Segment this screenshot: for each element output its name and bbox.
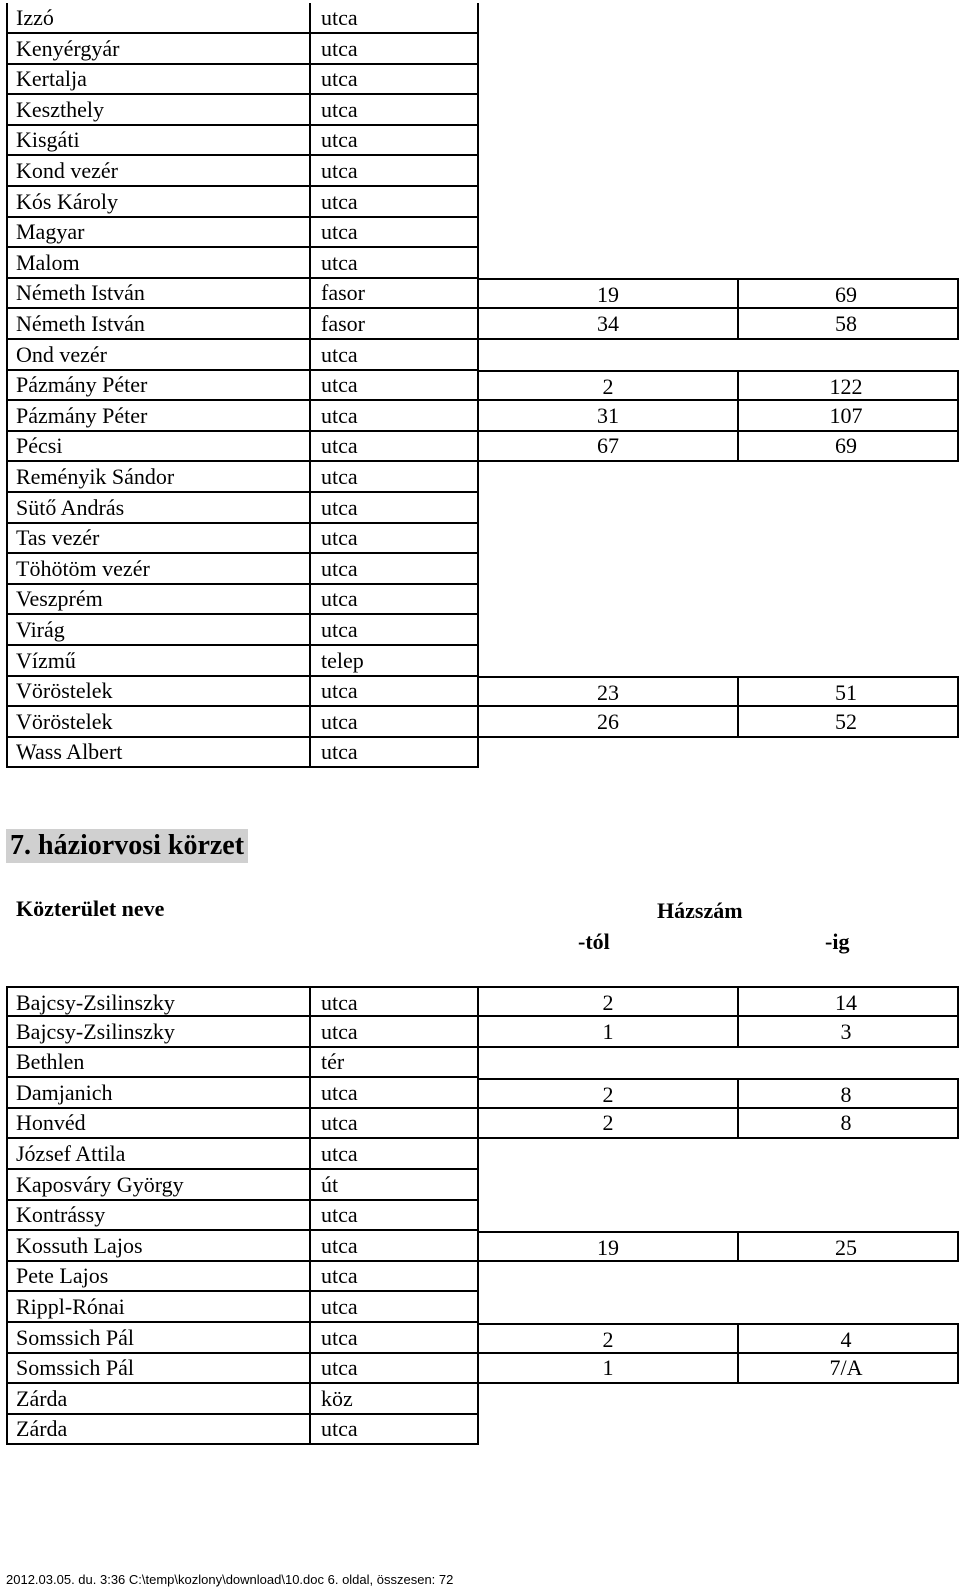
street-name-cell: József Attila — [6, 1139, 309, 1170]
street-name-cell: Honvéd — [6, 1108, 309, 1139]
street-name-cell: Keszthely — [6, 95, 309, 126]
street-type-cell: utca — [309, 95, 479, 126]
street-type-cell: fasor — [309, 278, 479, 309]
street-type-cell: utca — [309, 1353, 479, 1384]
street-type-cell: utca — [309, 125, 479, 156]
street-type-cell: út — [309, 1170, 479, 1201]
street-type-cell: utca — [309, 217, 479, 248]
street-name-cell: Töhötöm vezér — [6, 554, 309, 585]
street-type-cell: telep — [309, 646, 479, 677]
house-number-to-text: 25 — [835, 1234, 857, 1260]
house-number-to-cell — [737, 1078, 959, 1109]
street-type-cell: utca — [309, 34, 479, 65]
street-type-cell: utca — [309, 737, 479, 768]
house-number-to-text: 14 — [835, 990, 857, 1015]
house-number-to-cell — [737, 1323, 959, 1354]
street-type-cell: utca — [309, 156, 479, 187]
street-type-cell: utca — [309, 370, 479, 401]
street-type-cell: utca — [309, 1139, 479, 1170]
house-number-to-text: 58 — [835, 311, 857, 336]
street-name-cell: Németh István — [6, 278, 309, 309]
street-name-cell: Bajcsy-Zsilinszky — [6, 1017, 309, 1048]
street-name-cell: Izzó — [6, 3, 309, 34]
house-number-to-text: 7/A — [829, 1355, 863, 1381]
street-name-cell: Kaposváry György — [6, 1170, 309, 1201]
section-heading: 7. háziorvosi körzet — [6, 829, 248, 863]
house-number-from-cell: 19 — [479, 278, 737, 309]
street-name-cell: Malom — [6, 248, 309, 279]
house-number-to-cell — [737, 986, 959, 1017]
street-type-cell: utca — [309, 1078, 479, 1109]
column-header-house-number: Házszám — [657, 898, 743, 923]
house-number-to-text: 69 — [835, 433, 857, 459]
house-number-from-cell: 1 — [479, 1017, 737, 1048]
house-number-to-text: 122 — [829, 374, 863, 400]
column-header-to: -ig — [825, 929, 850, 954]
street-name-cell: Bajcsy-Zsilinszky — [6, 986, 309, 1017]
street-type-cell: utca — [309, 707, 479, 738]
house-number-from-cell: 1 — [479, 1353, 737, 1384]
house-number-to-cell — [737, 278, 959, 309]
house-number-to-cell — [737, 707, 959, 738]
street-name-cell: Vöröstelek — [6, 707, 309, 738]
house-number-to-text: 8 — [840, 1110, 852, 1136]
street-type-cell: utca — [309, 3, 479, 34]
street-name-cell: Magyar — [6, 217, 309, 248]
street-name-cell: Sütő András — [6, 493, 309, 524]
house-number-from-cell: 2 — [479, 370, 737, 401]
street-type-cell: utca — [309, 1292, 479, 1323]
column-header-street-name: Közterület neve — [16, 896, 165, 921]
house-number-from-cell: 2 — [479, 1323, 737, 1354]
house-number-to-text: 52 — [835, 708, 857, 734]
street-type-cell: köz — [309, 1384, 479, 1415]
street-name-cell: Németh István — [6, 309, 309, 340]
house-number-to-cell — [737, 370, 959, 401]
street-type-cell: utca — [309, 584, 479, 615]
house-number-from-cell: 31 — [479, 401, 737, 432]
house-number-from-cell: 19 — [479, 1231, 737, 1262]
street-type-cell: utca — [309, 248, 479, 279]
street-type-cell: utca — [309, 1108, 479, 1139]
house-number-to-cell — [737, 401, 959, 432]
street-type-cell: utca — [309, 340, 479, 371]
street-type-cell: utca — [309, 523, 479, 554]
street-type-cell: utca — [309, 1323, 479, 1354]
house-number-to-cell — [737, 1231, 959, 1262]
house-number-to-cell — [737, 431, 959, 462]
street-type-cell: utca — [309, 1200, 479, 1231]
street-name-cell: Kós Károly — [6, 187, 309, 218]
street-type-cell: utca — [309, 554, 479, 585]
house-number-to-text: 107 — [829, 402, 863, 428]
house-number-from-cell: 23 — [479, 676, 737, 707]
street-name-cell: Somssich Pál — [6, 1353, 309, 1384]
house-number-from-cell: 67 — [479, 431, 737, 462]
street-name-cell: Zárda — [6, 1414, 309, 1445]
street-name-cell: Kossuth Lajos — [6, 1231, 309, 1262]
house-number-to-text: 69 — [835, 282, 857, 308]
page-footer: 2012.03.05. du. 3:36 C:\temp\kozlony\download\10.doc 6. oldal, összesen: 72 — [6, 1572, 454, 1587]
street-name-cell: Reményik Sándor — [6, 462, 309, 493]
house-number-to-cell — [737, 1353, 959, 1384]
street-name-cell: Tas vezér — [6, 523, 309, 554]
street-type-cell: fasor — [309, 309, 479, 340]
street-name-cell: Kenyérgyár — [6, 34, 309, 65]
house-number-from-cell: 2 — [479, 1108, 737, 1139]
street-name-cell: Pázmány Péter — [6, 401, 309, 432]
house-number-from-cell: 26 — [479, 707, 737, 738]
house-number-to-cell — [737, 1017, 959, 1048]
street-type-cell: utca — [309, 401, 479, 432]
house-number-from-cell: 2 — [479, 1078, 737, 1109]
street-name-cell: Bethlen — [6, 1047, 309, 1078]
street-type-cell: utca — [309, 1231, 479, 1262]
street-type-cell: utca — [309, 462, 479, 493]
street-name-cell: Pécsi — [6, 431, 309, 462]
house-number-to-text: 4 — [840, 1326, 852, 1352]
house-number-to-text: 51 — [835, 680, 857, 706]
house-number-to-cell — [737, 1108, 959, 1139]
street-name-cell: Ond vezér — [6, 340, 309, 371]
street-name-cell: Vízmű — [6, 646, 309, 677]
street-name-cell: Damjanich — [6, 1078, 309, 1109]
house-number-to-text: 3 — [840, 1018, 852, 1044]
column-header-from: -tól — [578, 929, 610, 954]
street-type-cell: utca — [309, 676, 479, 707]
street-type-cell: utca — [309, 1414, 479, 1445]
street-name-cell: Kertalja — [6, 64, 309, 95]
street-type-cell: utca — [309, 986, 479, 1017]
house-number-to-text: 8 — [840, 1081, 852, 1107]
street-name-cell: Wass Albert — [6, 737, 309, 768]
house-number-to-cell — [737, 309, 959, 340]
street-type-cell: utca — [309, 187, 479, 218]
street-type-cell: utca — [309, 493, 479, 524]
street-name-cell: Zárda — [6, 1384, 309, 1415]
street-type-cell: tér — [309, 1047, 479, 1078]
street-type-cell: utca — [309, 1261, 479, 1292]
street-name-cell: Veszprém — [6, 584, 309, 615]
street-type-cell: utca — [309, 1017, 479, 1048]
street-name-cell: Virág — [6, 615, 309, 646]
street-name-cell: Pázmány Péter — [6, 370, 309, 401]
street-name-cell: Kontrássy — [6, 1200, 309, 1231]
street-type-cell: utca — [309, 615, 479, 646]
house-number-to-cell — [737, 676, 959, 707]
street-name-cell: Rippl-Rónai — [6, 1292, 309, 1323]
street-name-cell: Kond vezér — [6, 156, 309, 187]
street-type-cell: utca — [309, 431, 479, 462]
house-number-from-cell: 34 — [479, 309, 737, 340]
street-type-cell: utca — [309, 64, 479, 95]
street-name-cell: Vöröstelek — [6, 676, 309, 707]
street-name-cell: Somssich Pál — [6, 1323, 309, 1354]
street-name-cell: Kisgáti — [6, 125, 309, 156]
street-name-cell: Pete Lajos — [6, 1261, 309, 1292]
house-number-from-cell: 2 — [479, 986, 737, 1017]
